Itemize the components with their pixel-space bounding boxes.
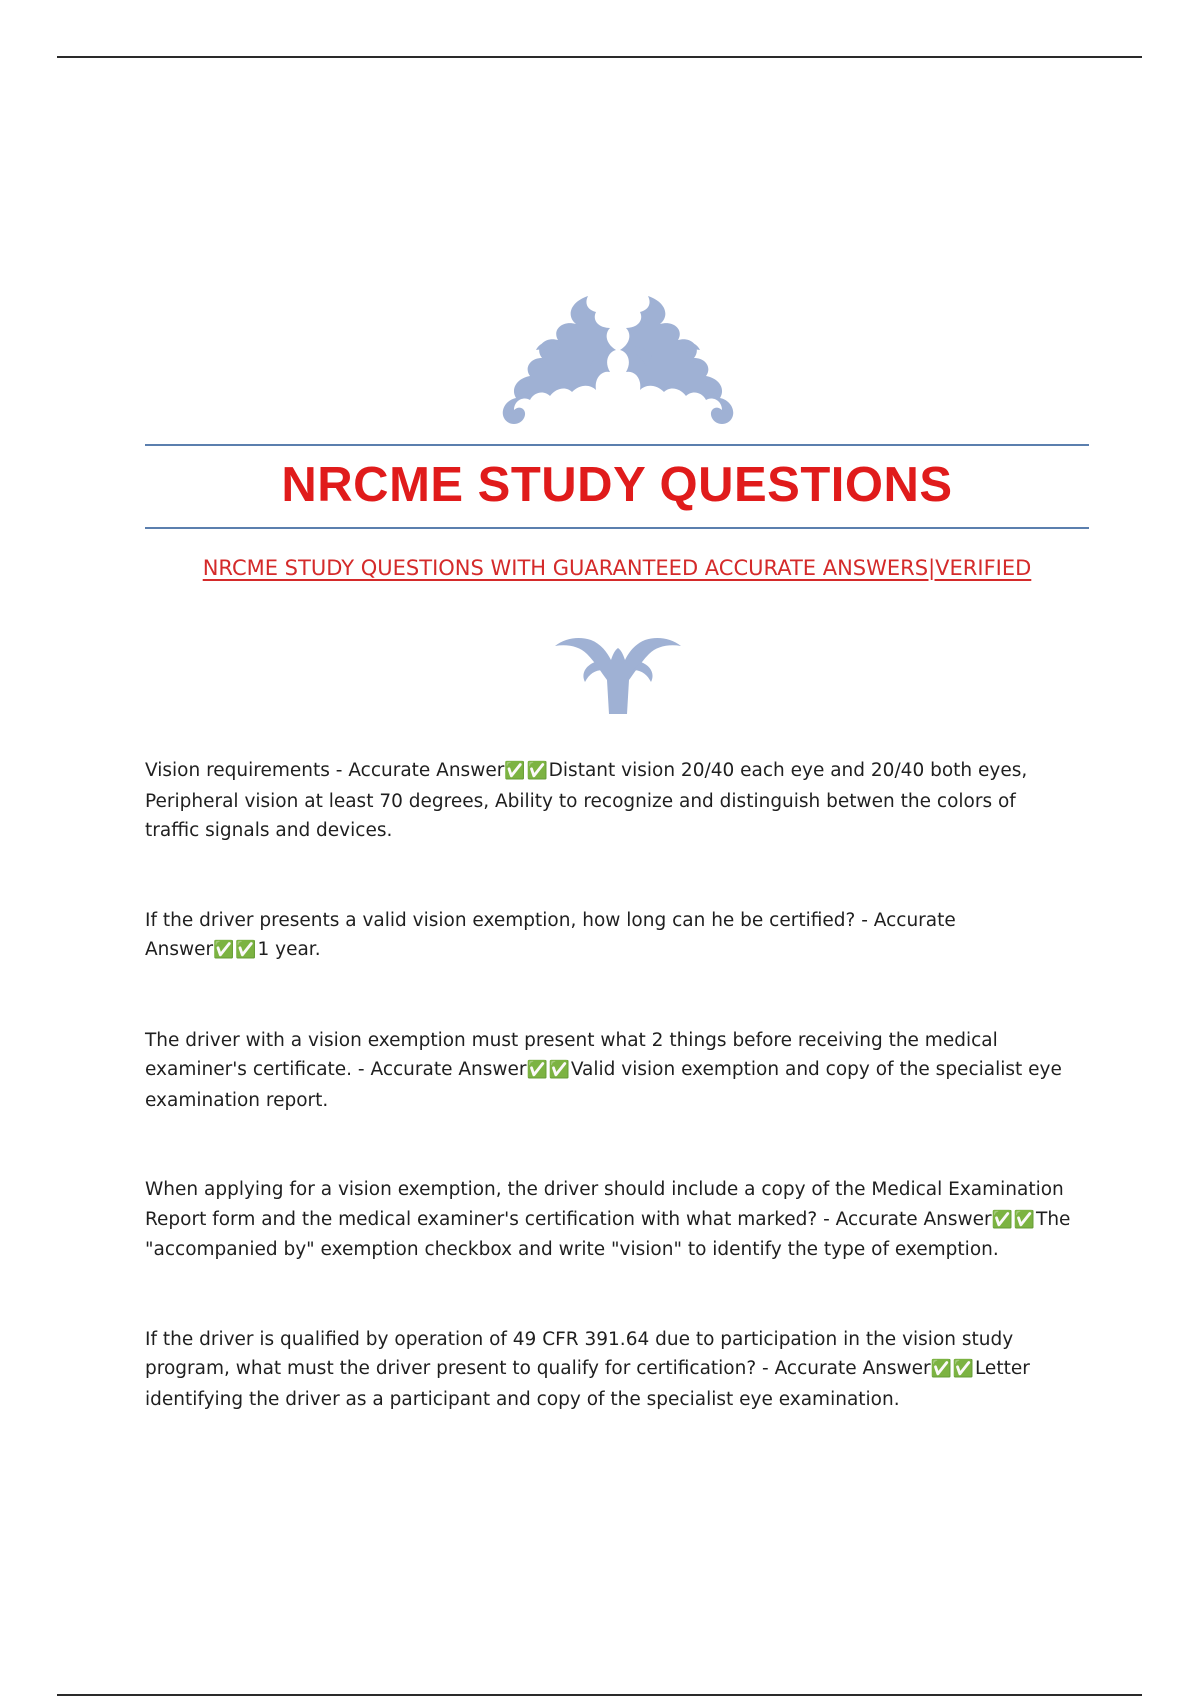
qa-item-3 <box>145 1026 1075 1116</box>
floral-ornament-icon <box>500 296 736 426</box>
question-text: When applying for a vision exemption, the driver should include a copy of the Medical Examination Report form and the medical examiner's certification with what marked? - Accurate Answer <box>145 1179 1064 1230</box>
checkmark-icon: ✅✅ <box>991 1209 1037 1230</box>
answer-text: Valid vision exemption and copy of the specialist eye examination report. <box>145 1059 1062 1111</box>
qa-item-2 <box>145 906 1075 966</box>
fleuron-divider-icon <box>555 632 681 714</box>
checkmark-icon: ✅✅ <box>526 1060 571 1080</box>
question-list <box>145 756 1075 1414</box>
question-text: If the driver is qualified by operation of 49 CFR 391.64 due to participation in the vision study program, what must the driver present to qualify for certification? - Accurate Answer <box>145 1328 1014 1379</box>
question-text: If the driver presents a valid vision exemption, how long can he be certified? - Accurate Answer <box>145 909 956 960</box>
question-text: The driver with a vision exemption must present what 2 things before receiving the medical examiner's certificate. - Accurate Answer <box>145 1029 998 1080</box>
title-top-rule <box>145 444 1089 446</box>
title-bottom-rule <box>145 527 1089 529</box>
qa-item-5 <box>145 1325 1075 1415</box>
page-top-rule <box>57 56 1142 58</box>
answer-text: The "accompanied by" exemption checkbox and write "vision" to identify the type of exemption. <box>145 1208 1071 1260</box>
answer-text: 1 year. <box>257 939 321 960</box>
page-bottom-rule <box>57 1694 1142 1696</box>
question-text: Vision requirements - Accurate Answer <box>145 760 505 781</box>
checkmark-icon: ✅✅ <box>504 761 549 781</box>
qa-item-1 <box>145 756 1075 846</box>
checkmark-icon: ✅✅ <box>213 940 258 960</box>
document-title: NRCME STUDY QUESTIONS <box>281 458 953 512</box>
answer-text: Distant vision 20/40 each eye and 20/40 both eyes, Peripheral vision at least 70 degrees, Ability to recognize and distinguish betwen the colors of traffic signals and devices. <box>145 760 1028 841</box>
answer-text: Letter identifying the driver as a participant and copy of the specialist eye examination. <box>145 1358 1030 1410</box>
checkmark-icon: ✅✅ <box>930 1359 975 1379</box>
document-subtitle: NRCME STUDY QUESTIONS WITH GUARANTEED ACCURATE ANSWERS|VERIFIED <box>202 556 1032 580</box>
qa-item-4 <box>145 1175 1075 1265</box>
